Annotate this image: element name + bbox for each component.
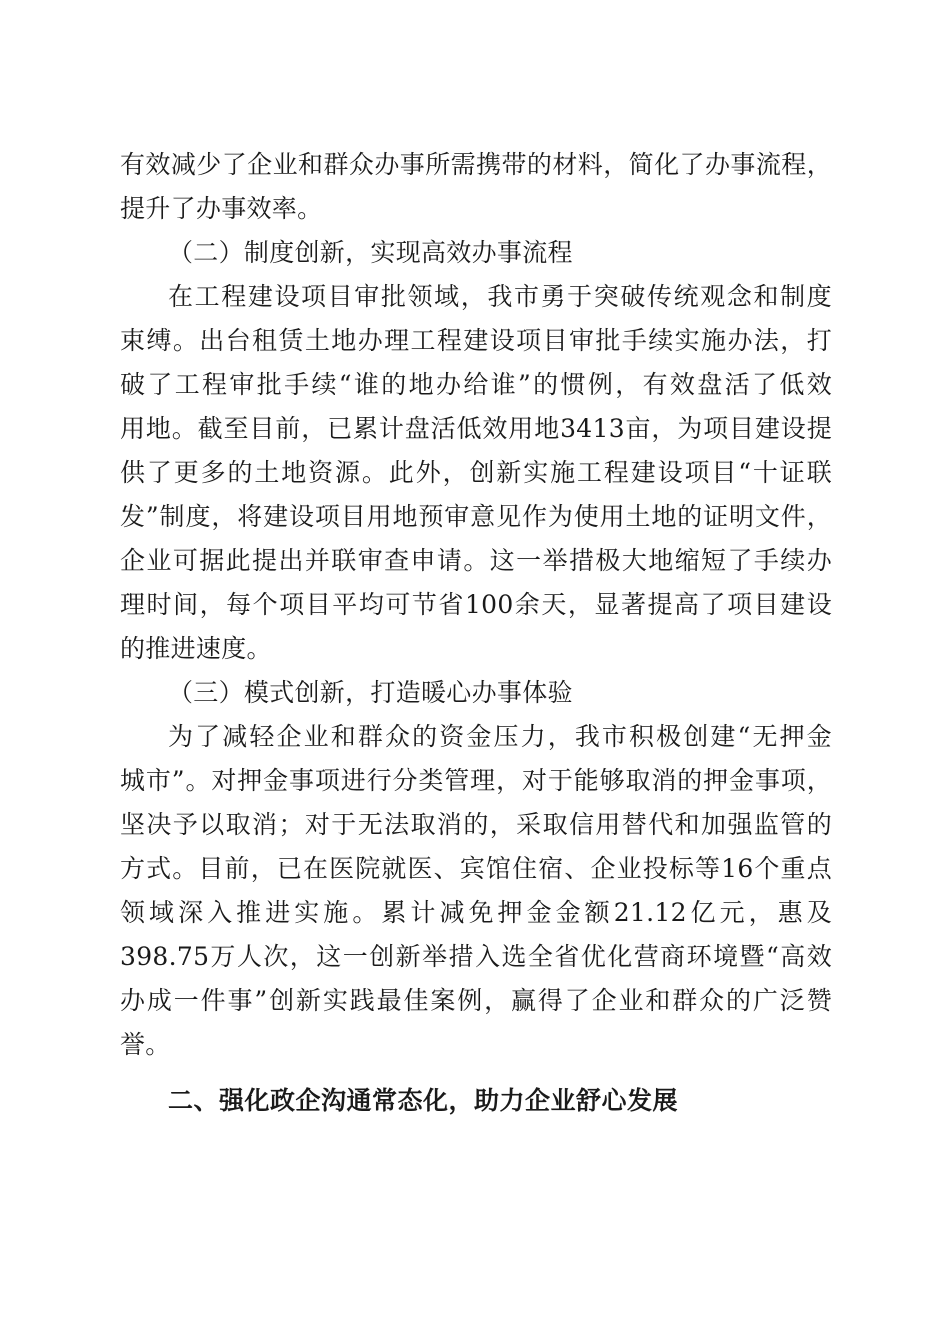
paragraph-line: 城市”。对押金事项进行分类管理，对于能够取消的押金事项， [120,766,832,795]
paragraph-line: 供了更多的土地资源。此外，创新实施工程建设项目“十证联 [120,458,832,487]
paragraph-line: 企业可据此提出并联审查申请。这一举措极大地缩短了手续办 [120,546,832,575]
paragraph-line: 束缚。出台租赁土地办理工程建设项目审批手续实施办法，打 [120,326,832,355]
paragraph-line: 有效减少了企业和群众办事所需携带的材料，简化了办事流程， [120,150,832,179]
paragraph-line: 用地。截至目前，已累计盘活低效用地3413亩，为项目建设提 [120,414,832,443]
section-heading: （三）模式创新，打造暖心办事体验 [168,678,573,707]
paragraph-line: 誉。 [120,1030,171,1059]
paragraph-line: 为了减轻企业和群众的资金压力，我市积极创建“无押金 [168,722,832,751]
section-heading: （二）制度创新，实现高效办事流程 [168,238,573,267]
chapter-heading: 二、强化政企沟通常态化，助力企业舒心发展 [168,1086,679,1115]
paragraph-line: 在工程建设项目审批领域，我市勇于突破传统观念和制度 [168,282,832,311]
paragraph-line: 领域深入推进实施。累计减免押金金额21.12亿元，惠及 [120,898,832,927]
paragraph-line: 398.75万人次，这一创新举措入选全省优化营商环境暨“高效 [120,942,832,971]
paragraph-line: 提升了办事效率。 [120,194,323,223]
paragraph-line: 发”制度，将建设项目用地预审意见作为使用土地的证明文件， [120,502,832,531]
paragraph-line: 理时间，每个项目平均可节省100余天，显著提高了项目建设 [120,590,832,619]
paragraph-line: 方式。目前，已在医院就医、宾馆住宿、企业投标等16个重点 [120,854,832,883]
paragraph-line: 办成一件事”创新实践最佳案例，赢得了企业和群众的广泛赞 [120,986,832,1015]
paragraph-line: 的推进速度。 [120,634,272,663]
paragraph-line: 破了工程审批手续“谁的地办给谁”的惯例，有效盘活了低效 [120,370,832,399]
paragraph-line: 坚决予以取消；对于无法取消的，采取信用替代和加强监管的 [120,810,832,839]
